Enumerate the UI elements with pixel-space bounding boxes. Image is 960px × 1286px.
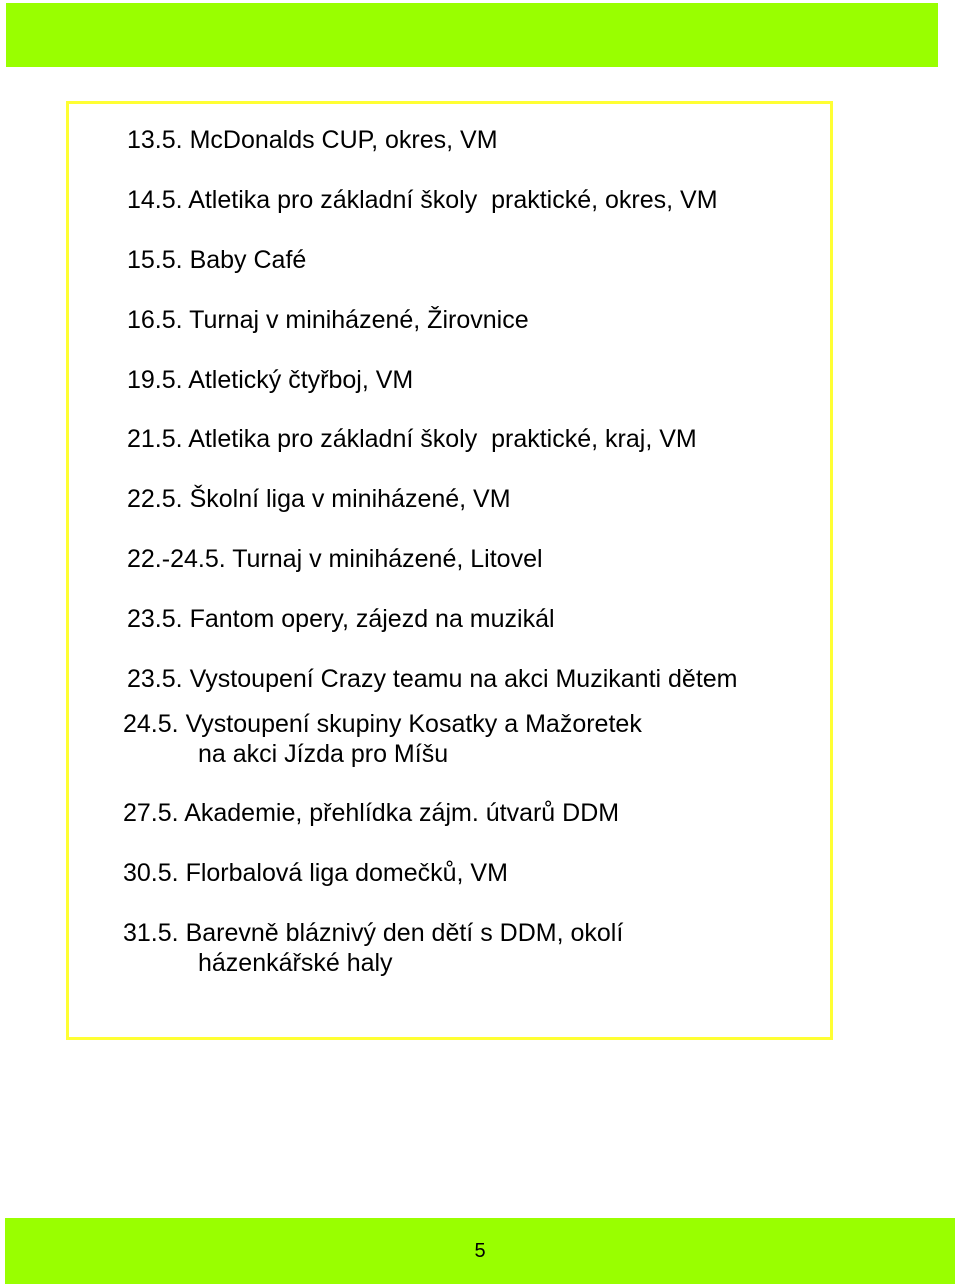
- footer-bar: [5, 1218, 955, 1284]
- event-date: 30.5.: [123, 859, 179, 887]
- event-entry: [127, 604, 555, 634]
- event-date: 23.5.: [127, 665, 183, 693]
- event-text: Florbalová liga domečků, VM: [185, 859, 508, 887]
- event-text: Atletický čtyřboj, VM: [188, 366, 414, 394]
- event-text: Vystoupení skupiny Kosatky a Mažoretek: [185, 710, 642, 738]
- event-date: 31.5.: [123, 919, 179, 947]
- event-entry: [127, 245, 306, 275]
- event-text: Atletika pro základní školy praktické, kraj, VM: [188, 425, 697, 453]
- event-date: 24.5.: [123, 710, 179, 738]
- top-color-bar: [6, 3, 938, 67]
- event-date: 14.5.: [127, 186, 183, 214]
- event-text: Školní liga v miniházené, VM: [189, 485, 511, 513]
- event-entry: [123, 918, 623, 978]
- event-date: 23.5.: [127, 605, 183, 633]
- event-entry: [127, 125, 498, 155]
- event-entry: [127, 484, 511, 514]
- event-entry: [127, 365, 413, 395]
- event-entry: [123, 798, 619, 828]
- event-text: Turnaj v miniházené, Litovel: [232, 545, 543, 573]
- event-date: 19.5.: [127, 366, 183, 394]
- event-date: 13.5.: [127, 126, 183, 154]
- event-date: 22.-24.5.: [127, 545, 226, 573]
- event-text-continuation: na akci Jízda pro Míšu: [198, 740, 449, 768]
- event-entry: [127, 185, 718, 215]
- event-date: 16.5.: [127, 306, 183, 334]
- event-entry: [123, 709, 642, 769]
- event-text: Baby Café: [189, 246, 307, 274]
- event-text: Turnaj v miniházené, Žirovnice: [189, 306, 529, 334]
- event-text: Vystoupení Crazy teamu na akci Muzikanti dětem: [189, 665, 738, 693]
- event-entry: [127, 305, 529, 335]
- event-text: McDonalds CUP, okres, VM: [189, 126, 498, 154]
- event-text: Atletika pro základní školy praktické, okres, VM: [188, 186, 718, 214]
- event-entry: [123, 858, 508, 888]
- event-entry: [127, 544, 543, 574]
- event-date: 22.5.: [127, 485, 183, 513]
- event-text: Akademie, přehlídka zájm. útvarů DDM: [184, 799, 620, 827]
- event-date: 15.5.: [127, 246, 183, 274]
- event-entry: [127, 424, 697, 454]
- event-date: 27.5.: [123, 799, 179, 827]
- event-date: 21.5.: [127, 425, 183, 453]
- event-text-continuation: házenkářské haly: [198, 949, 393, 977]
- event-text: Fantom opery, zájezd na muzikál: [189, 605, 555, 633]
- event-text: Barevně bláznivý den dětí s DDM, okolí: [185, 919, 624, 947]
- event-entry: [127, 664, 738, 694]
- page-number: 5: [474, 1240, 486, 1262]
